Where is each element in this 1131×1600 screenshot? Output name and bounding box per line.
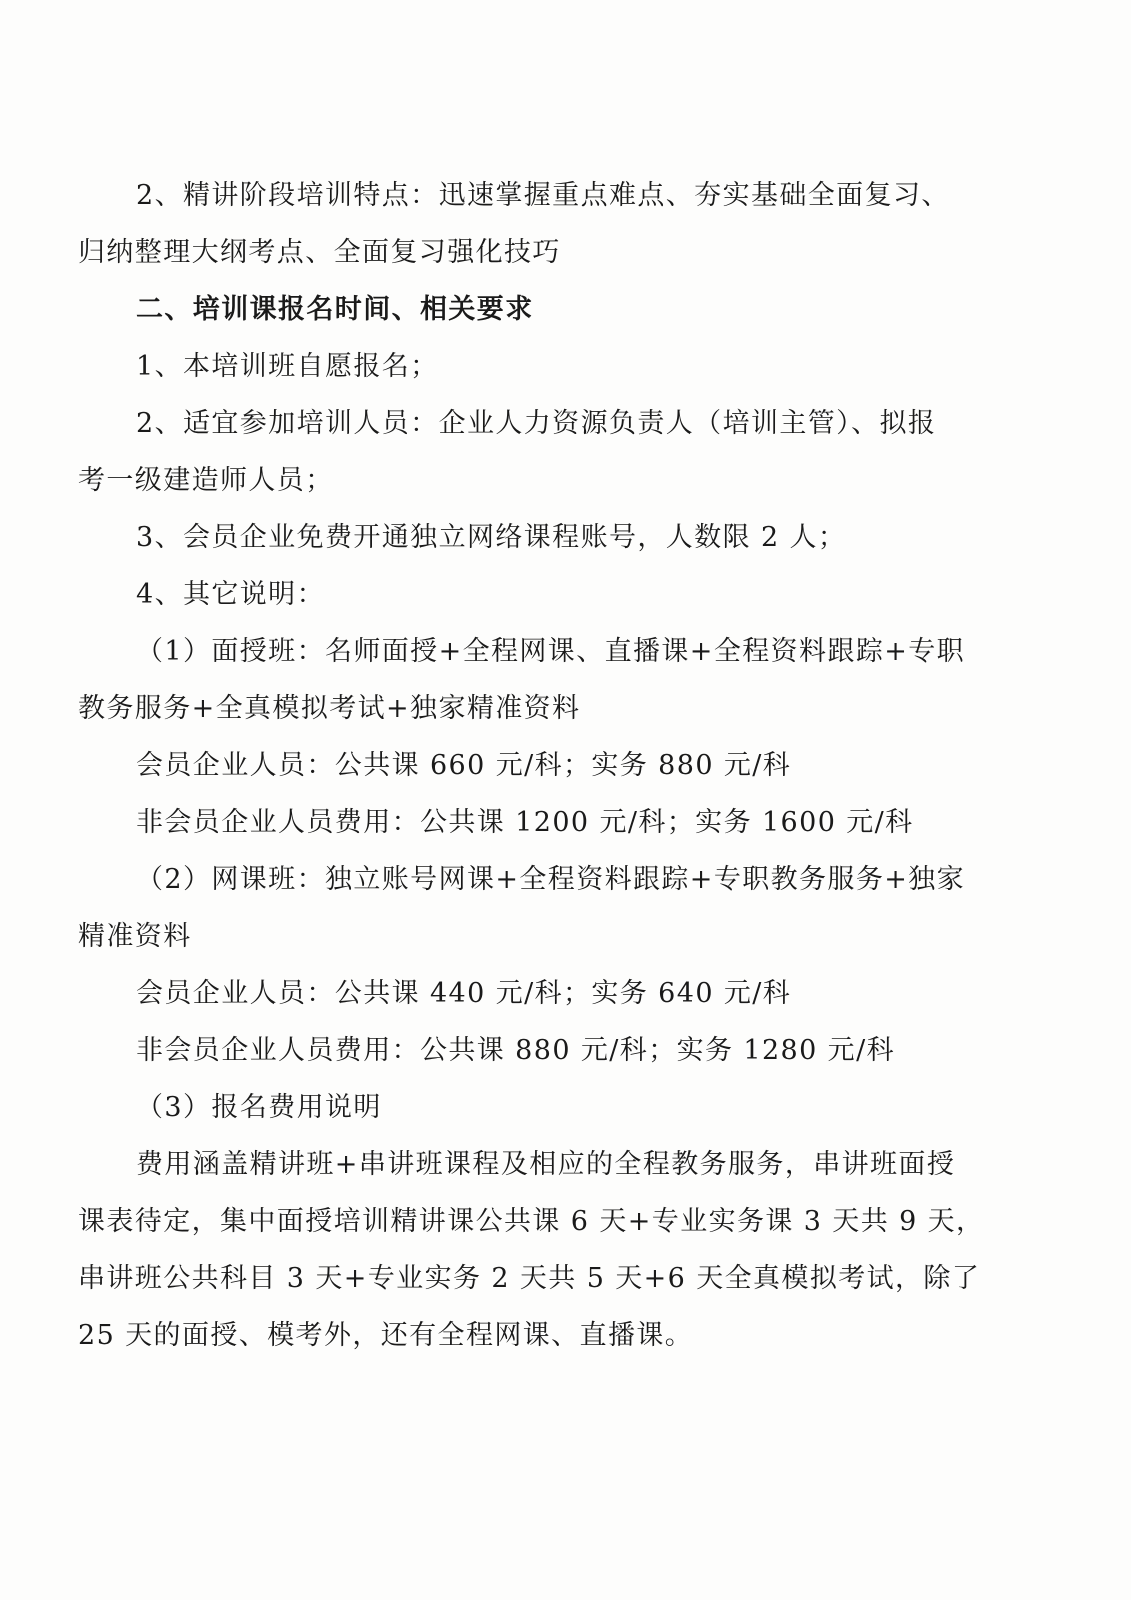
sub-item-continuation: 精准资料: [78, 921, 192, 952]
paragraph-line: 串讲班公共科目 3 天+专业实务 2 天共 5 天+6 天全真模拟考试，除了: [78, 1263, 981, 1294]
sub-item: （2）网课班：独立账号网课+全程资料跟踪+专职教务服务+独家: [136, 864, 966, 895]
price-line: 会员企业人员：公共课 660 元/科；实务 880 元/科: [136, 750, 792, 781]
paragraph-line: 课表待定，集中面授培训精讲课公共课 6 天+专业实务课 3 天共 9 天，: [78, 1206, 985, 1237]
list-item: 2、适宜参加培训人员：企业人力资源负责人（培训主管）、拟报: [136, 408, 937, 439]
price-line: 非会员企业人员费用：公共课 1200 元/科；实务 1600 元/科: [136, 807, 914, 838]
paragraph-line: 25 天的面授、模考外，还有全程网课、直播课。: [78, 1320, 694, 1351]
sub-item: （1）面授班：名师面授+全程网课、直播课+全程资料跟踪+专职: [136, 636, 966, 667]
paragraph-line: 归纳整理大纲考点、全面复习强化技巧: [78, 237, 561, 268]
paragraph-line: 费用涵盖精讲班+串讲班课程及相应的全程教务服务，串讲班面授: [136, 1149, 956, 1180]
sub-item-continuation: 教务服务+全真模拟考试+独家精准资料: [78, 693, 581, 724]
list-item: 3、会员企业免费开通独立网络课程账号，人数限 2 人；: [136, 522, 847, 553]
list-item: 4、其它说明：: [136, 579, 325, 610]
price-line: 会员企业人员：公共课 440 元/科；实务 640 元/科: [136, 978, 792, 1009]
document-body: [78, 167, 990, 1364]
section-heading: 二、培训课报名时间、相关要求: [136, 294, 534, 325]
price-line: 非会员企业人员费用：公共课 880 元/科；实务 1280 元/科: [136, 1035, 895, 1066]
paragraph-line: 2、精讲阶段培训特点：迅速掌握重点难点、夯实基础全面复习、: [136, 180, 950, 211]
sub-item: （3）报名费用说明: [136, 1092, 382, 1123]
list-item: 1、本培训班自愿报名；: [136, 351, 439, 382]
list-item-continuation: 考一级建造师人员；: [78, 465, 334, 496]
